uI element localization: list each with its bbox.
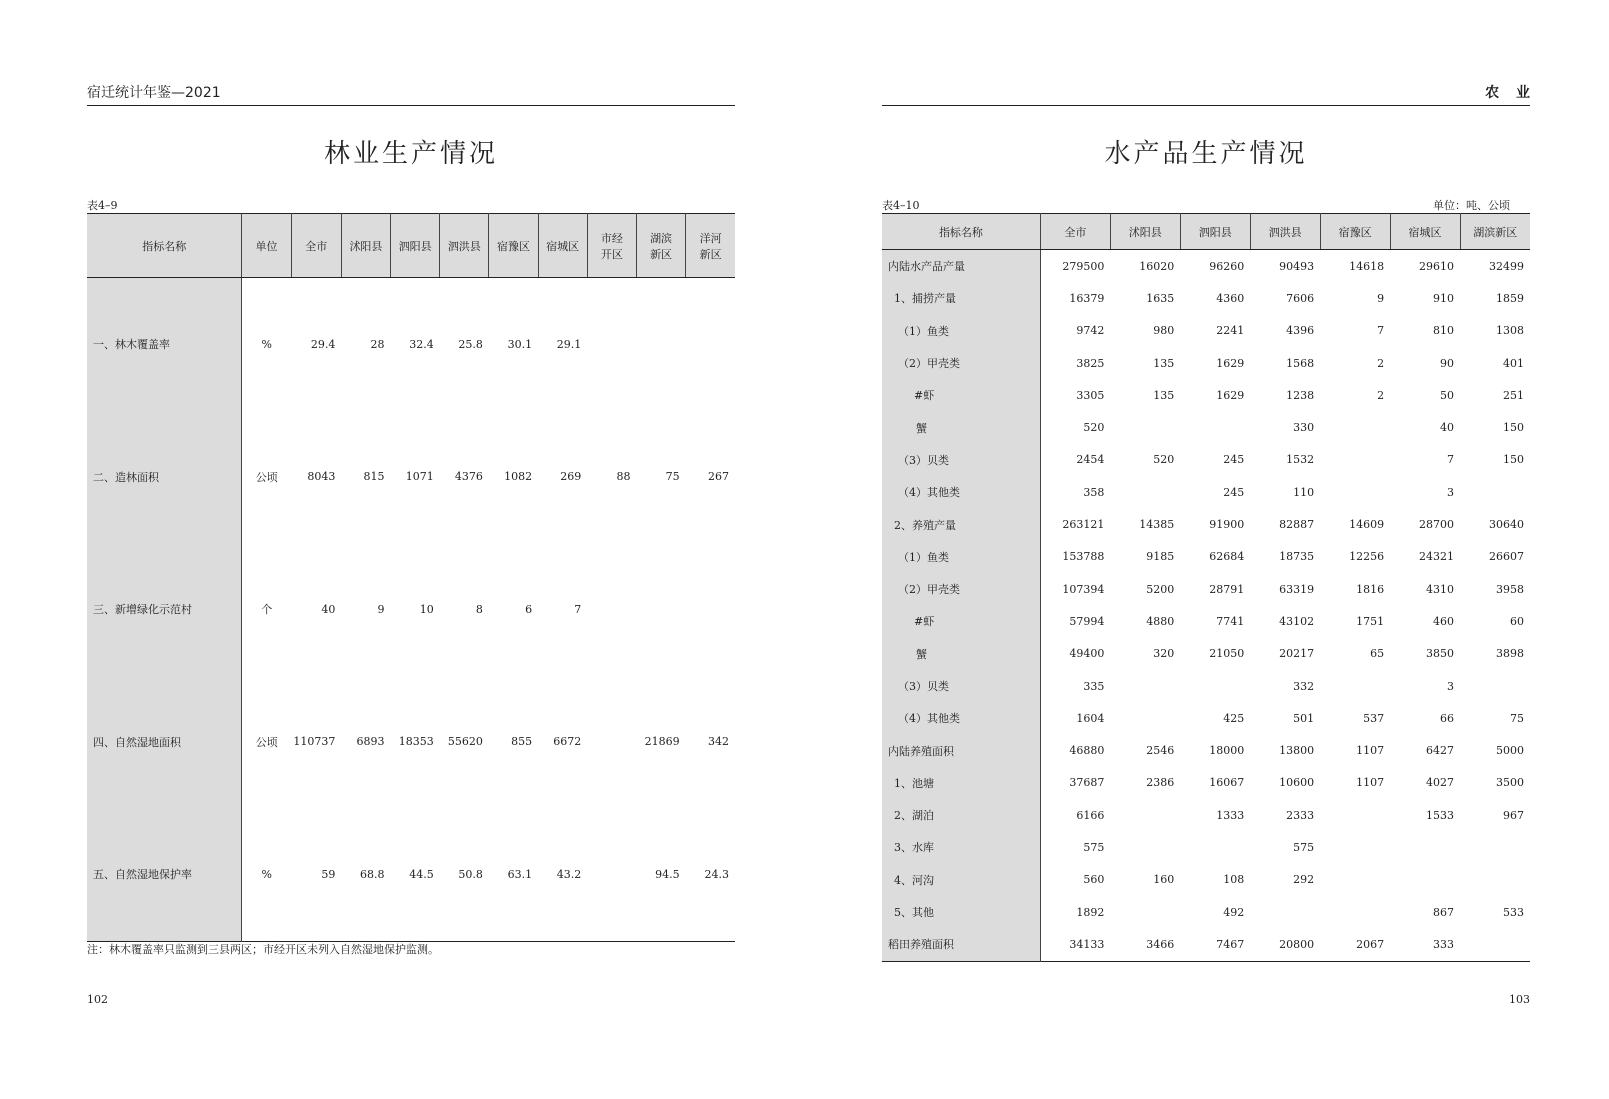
value-cell — [1460, 476, 1530, 508]
value-cell — [1460, 864, 1530, 896]
value-cell: 46880 — [1069, 744, 1105, 758]
table-row — [882, 250, 1530, 283]
value-cell: 7606 — [1286, 291, 1315, 305]
value-cell: 2 — [1377, 388, 1385, 402]
page-number: 102 — [87, 993, 108, 1006]
value-cell — [686, 278, 735, 411]
value-cell: 9742 — [1076, 324, 1105, 338]
value-cell: 537 — [1363, 711, 1385, 725]
value-cell: 855 — [511, 735, 533, 749]
table-label: 表4–10 — [882, 199, 920, 212]
value-cell — [1460, 928, 1530, 961]
value-cell: 90 — [1440, 356, 1455, 370]
value-cell: 251 — [1503, 388, 1524, 402]
value-cell: 245 — [1223, 485, 1245, 499]
value-cell: 43.2 — [556, 867, 582, 881]
unit-cell: 公顷 — [255, 470, 278, 484]
value-cell: 10 — [419, 602, 434, 616]
value-cell: 815 — [363, 470, 385, 484]
value-cell: 16020 — [1139, 259, 1175, 273]
value-cell — [1320, 444, 1390, 476]
value-cell: 2 — [1377, 356, 1385, 370]
value-cell: 14618 — [1349, 259, 1385, 273]
table-row — [882, 638, 1530, 670]
row-label: 蟹 — [882, 411, 1040, 443]
value-cell: 4880 — [1146, 614, 1175, 628]
column-header: 洋河 新区 — [686, 214, 735, 278]
value-cell: 110 — [1293, 485, 1315, 499]
table-header-row — [882, 214, 1530, 250]
value-cell: 1082 — [504, 470, 533, 484]
column-header: 指标名称 — [87, 214, 242, 278]
value-cell — [1250, 896, 1320, 928]
value-cell — [1320, 670, 1390, 702]
value-cell: 1816 — [1356, 582, 1385, 596]
value-cell: 263121 — [1062, 518, 1105, 532]
column-header: 全市 — [1040, 214, 1110, 250]
value-cell: 49400 — [1069, 647, 1105, 661]
value-cell: 358 — [1083, 485, 1105, 499]
value-cell: 50 — [1440, 388, 1455, 402]
value-cell: 867 — [1433, 905, 1455, 919]
column-header: 泗阳县 — [391, 214, 440, 278]
value-cell: 8 — [475, 602, 483, 616]
unit-cell: 公顷 — [255, 735, 278, 749]
value-cell — [587, 278, 636, 411]
running-head — [87, 83, 735, 106]
value-cell: 520 — [1083, 421, 1105, 435]
value-cell — [587, 543, 636, 676]
table-row — [882, 896, 1530, 928]
value-cell: 425 — [1223, 711, 1245, 725]
row-label: 1、池塘 — [882, 767, 1040, 799]
value-cell: 575 — [1083, 840, 1105, 854]
value-cell: 333 — [1433, 937, 1455, 951]
value-cell: 14609 — [1349, 518, 1385, 532]
value-cell — [1390, 831, 1460, 863]
value-cell: 96260 — [1209, 259, 1245, 273]
yearbook-title: 宿迁统计年鉴—2021 — [87, 85, 221, 101]
row-label: 2、湖泊 — [882, 799, 1040, 831]
value-cell: 3958 — [1496, 582, 1524, 596]
table-row — [882, 670, 1530, 702]
value-cell: 460 — [1433, 614, 1455, 628]
table-row — [87, 543, 735, 676]
value-cell: 3825 — [1076, 356, 1105, 370]
table-row — [87, 411, 735, 544]
table-row — [882, 282, 1530, 314]
row-label: 稻田养殖面积 — [882, 928, 1040, 961]
row-label: 2、养殖产量 — [882, 508, 1040, 540]
row-label: （3）贝类 — [882, 444, 1040, 476]
value-cell: 3466 — [1146, 937, 1175, 951]
value-cell: 1333 — [1216, 808, 1245, 822]
value-cell: 6 — [525, 602, 533, 616]
value-cell: 26607 — [1489, 550, 1524, 564]
value-cell: 1629 — [1216, 356, 1245, 370]
value-cell: 59 — [321, 867, 336, 881]
value-cell: 150 — [1503, 453, 1524, 467]
value-cell: 153788 — [1062, 550, 1105, 564]
value-cell: 533 — [1503, 905, 1524, 919]
table-row — [882, 411, 1530, 443]
page-title: 水产品生产情况 — [1104, 139, 1308, 169]
unit-cell: 个 — [261, 603, 273, 617]
value-cell: 7467 — [1216, 937, 1245, 951]
value-cell: 2333 — [1286, 808, 1315, 822]
value-cell: 5000 — [1496, 744, 1524, 758]
value-cell: 575 — [1293, 840, 1315, 854]
value-cell: 12256 — [1349, 550, 1385, 564]
aquatic-table — [882, 213, 1530, 962]
value-cell: 108 — [1223, 873, 1245, 887]
value-cell — [1110, 831, 1180, 863]
row-label: 3、水库 — [882, 831, 1040, 863]
row-label: 5、其他 — [882, 896, 1040, 928]
value-cell: 8043 — [307, 470, 336, 484]
value-cell — [636, 278, 685, 411]
value-cell: 3850 — [1426, 647, 1455, 661]
value-cell: 82887 — [1279, 518, 1315, 532]
value-cell — [1460, 670, 1530, 702]
table-row — [87, 808, 735, 941]
value-cell: 25.8 — [458, 337, 483, 351]
value-cell: 3 — [1447, 679, 1455, 693]
column-header: 宿豫区 — [1320, 214, 1390, 250]
value-cell: 1107 — [1356, 744, 1385, 758]
row-label: （2）甲壳类 — [882, 573, 1040, 605]
table-row — [882, 541, 1530, 573]
row-label: 蟹 — [882, 638, 1040, 670]
table-row — [882, 508, 1530, 540]
table-row — [882, 476, 1530, 508]
value-cell: 29.4 — [310, 337, 336, 351]
row-label: 五、自然湿地保护率 — [87, 808, 242, 941]
value-cell: 7741 — [1216, 614, 1245, 628]
table-row — [882, 864, 1530, 896]
value-cell: 1107 — [1356, 776, 1385, 790]
value-cell: 94.5 — [655, 867, 680, 881]
value-cell: 63.1 — [507, 867, 533, 881]
value-cell: 13800 — [1279, 744, 1315, 758]
value-cell: 560 — [1083, 873, 1105, 887]
value-cell: 10600 — [1279, 776, 1315, 790]
value-cell: 1604 — [1076, 711, 1105, 725]
value-cell: 9 — [1377, 291, 1385, 305]
row-label: （4）其他类 — [882, 476, 1040, 508]
value-cell: 267 — [708, 470, 729, 484]
row-label: 内陆水产品产量 — [882, 250, 1040, 283]
column-header: 指标名称 — [882, 214, 1040, 250]
value-cell: 980 — [1153, 324, 1175, 338]
table-row — [87, 676, 735, 809]
value-cell — [1390, 864, 1460, 896]
value-cell: 335 — [1083, 679, 1105, 693]
table-row — [882, 444, 1530, 476]
value-cell: 55620 — [447, 735, 483, 749]
value-cell — [587, 808, 636, 941]
row-label: 二、造林面积 — [87, 411, 242, 544]
table-row — [87, 278, 735, 411]
value-cell: 40 — [321, 602, 336, 616]
value-cell: 2067 — [1356, 937, 1385, 951]
value-cell: 107394 — [1062, 582, 1105, 596]
value-cell — [1180, 411, 1250, 443]
table-header-row — [87, 214, 735, 278]
value-cell: 1635 — [1146, 291, 1175, 305]
value-cell: 810 — [1433, 324, 1455, 338]
row-label: 四、自然湿地面积 — [87, 676, 242, 809]
value-cell: 21869 — [644, 735, 680, 749]
value-cell: 150 — [1503, 421, 1524, 435]
row-label: 三、新增绿化示范村 — [87, 543, 242, 676]
value-cell — [1110, 670, 1180, 702]
value-cell — [686, 543, 735, 676]
value-cell — [1320, 411, 1390, 443]
unit-cell: % — [261, 337, 272, 351]
value-cell: 88 — [616, 470, 631, 484]
value-cell: 135 — [1153, 388, 1175, 402]
page-number: 103 — [1509, 993, 1530, 1006]
value-cell: 1308 — [1496, 324, 1524, 338]
value-cell: 4027 — [1426, 776, 1455, 790]
value-cell: 60 — [1510, 614, 1524, 628]
value-cell: 24321 — [1419, 550, 1455, 564]
value-cell: 18353 — [398, 735, 434, 749]
table-row — [882, 347, 1530, 379]
value-cell: 65 — [1370, 647, 1385, 661]
value-cell: 269 — [560, 470, 582, 484]
value-cell: 501 — [1293, 711, 1315, 725]
value-cell: 342 — [708, 735, 729, 749]
value-cell: 21050 — [1209, 647, 1245, 661]
row-label: 1、捕捞产量 — [882, 282, 1040, 314]
value-cell: 20217 — [1279, 647, 1315, 661]
table-row — [882, 702, 1530, 734]
value-cell: 332 — [1293, 679, 1315, 693]
value-cell: 279500 — [1062, 259, 1105, 273]
forestry-table — [87, 213, 735, 942]
value-cell: 75 — [1510, 711, 1524, 725]
value-cell: 57994 — [1069, 614, 1105, 628]
chapter-title: 农 业 — [1485, 85, 1536, 101]
value-cell: 9185 — [1146, 550, 1175, 564]
row-label: （4）其他类 — [882, 702, 1040, 734]
value-cell: 1629 — [1216, 388, 1245, 402]
value-cell: 62684 — [1209, 550, 1245, 564]
value-cell — [1320, 831, 1390, 863]
unit-cell: % — [261, 867, 272, 881]
value-cell: 18000 — [1209, 744, 1245, 758]
table-label: 表4–9 — [87, 199, 118, 212]
value-cell: 3898 — [1496, 647, 1524, 661]
value-cell: 1892 — [1076, 905, 1105, 919]
value-cell: 6672 — [553, 735, 582, 749]
value-cell: 90493 — [1279, 259, 1315, 273]
value-cell — [1110, 799, 1180, 831]
value-cell: 2386 — [1146, 776, 1175, 790]
value-cell: 245 — [1223, 453, 1245, 467]
value-cell: 28791 — [1209, 582, 1245, 596]
row-label: 4、河沟 — [882, 864, 1040, 896]
value-cell: 7 — [1377, 324, 1385, 338]
value-cell — [636, 543, 685, 676]
value-cell — [1180, 831, 1250, 863]
value-cell — [1320, 896, 1390, 928]
value-cell: 2546 — [1146, 744, 1175, 758]
value-cell: 28700 — [1419, 518, 1455, 532]
table-row — [882, 379, 1530, 411]
value-cell: 5200 — [1146, 582, 1175, 596]
value-cell: 2241 — [1216, 324, 1245, 338]
value-cell: 6166 — [1076, 808, 1105, 822]
row-label: （1）鱼类 — [882, 541, 1040, 573]
value-cell: 28 — [370, 337, 385, 351]
table-row — [882, 767, 1530, 799]
value-cell: 14385 — [1139, 518, 1175, 532]
column-header: 湖滨 新区 — [636, 214, 685, 278]
value-cell: 7 — [1447, 453, 1455, 467]
value-cell: 1533 — [1426, 808, 1455, 822]
row-label: 内陆养殖面积 — [882, 734, 1040, 766]
value-cell: 20800 — [1279, 937, 1315, 951]
value-cell: 320 — [1153, 647, 1175, 661]
value-cell: 3 — [1447, 485, 1455, 499]
value-cell — [1110, 411, 1180, 443]
row-label: #虾 — [882, 605, 1040, 637]
value-cell: 110737 — [293, 735, 336, 749]
value-cell: 75 — [665, 470, 680, 484]
column-header: 单位 — [242, 214, 291, 278]
row-label: #虾 — [882, 379, 1040, 411]
value-cell: 160 — [1153, 873, 1175, 887]
value-cell: 292 — [1293, 873, 1315, 887]
value-cell: 34133 — [1069, 937, 1105, 951]
value-cell — [1110, 896, 1180, 928]
value-cell: 9 — [377, 602, 385, 616]
row-label: （3）贝类 — [882, 670, 1040, 702]
value-cell: 3305 — [1076, 388, 1105, 402]
value-cell: 44.5 — [409, 867, 434, 881]
value-cell: 401 — [1503, 356, 1524, 370]
column-header: 市经 开区 — [587, 214, 636, 278]
table-row — [882, 928, 1530, 961]
value-cell: 520 — [1153, 453, 1175, 467]
column-header: 泗阳县 — [1180, 214, 1250, 250]
value-cell: 2454 — [1076, 453, 1105, 467]
table-row — [882, 831, 1530, 863]
value-cell: 43102 — [1279, 614, 1315, 628]
table-row — [882, 315, 1530, 347]
value-cell: 16379 — [1069, 291, 1105, 305]
row-label: （2）甲壳类 — [882, 347, 1040, 379]
value-cell — [1110, 476, 1180, 508]
value-cell: 24.3 — [704, 867, 729, 881]
value-cell: 967 — [1503, 808, 1524, 822]
value-cell: 32499 — [1489, 259, 1524, 273]
value-cell: 4310 — [1426, 582, 1455, 596]
value-cell: 1071 — [405, 470, 434, 484]
value-cell: 18735 — [1279, 550, 1315, 564]
value-cell: 29.1 — [556, 337, 582, 351]
value-cell: 1859 — [1496, 291, 1524, 305]
table-row — [882, 605, 1530, 637]
value-cell: 910 — [1433, 291, 1455, 305]
column-header: 全市 — [291, 214, 341, 278]
value-cell — [1460, 831, 1530, 863]
value-cell — [1110, 702, 1180, 734]
value-cell — [1320, 864, 1390, 896]
value-cell: 63319 — [1279, 582, 1315, 596]
value-cell — [587, 676, 636, 809]
value-cell: 492 — [1223, 905, 1245, 919]
value-cell: 6893 — [356, 735, 385, 749]
value-cell — [1180, 670, 1250, 702]
value-cell: 330 — [1293, 421, 1315, 435]
column-header: 宿豫区 — [489, 214, 538, 278]
table-row — [882, 734, 1530, 766]
value-cell — [1320, 476, 1390, 508]
value-cell: 4396 — [1286, 324, 1315, 338]
value-cell: 1238 — [1286, 388, 1315, 402]
column-header: 泗洪县 — [440, 214, 489, 278]
column-header: 湖滨新区 — [1460, 214, 1530, 250]
column-header: 泗洪县 — [1250, 214, 1320, 250]
value-cell: 3500 — [1496, 776, 1524, 790]
page-title: 林业生产情况 — [323, 139, 498, 169]
value-cell: 30.1 — [507, 337, 533, 351]
value-cell: 135 — [1153, 356, 1175, 370]
unit-label: 单位：吨、公顷 — [1433, 199, 1510, 212]
row-label: （1）鱼类 — [882, 315, 1040, 347]
value-cell: 4376 — [454, 470, 483, 484]
value-cell: 40 — [1440, 421, 1455, 435]
value-cell: 16067 — [1209, 776, 1245, 790]
column-header: 宿城区 — [1390, 214, 1460, 250]
value-cell: 1568 — [1286, 356, 1315, 370]
table-row — [882, 799, 1530, 831]
value-cell: 1751 — [1356, 614, 1385, 628]
value-cell: 4360 — [1216, 291, 1245, 305]
value-cell: 50.8 — [458, 867, 483, 881]
value-cell: 91900 — [1209, 518, 1245, 532]
value-cell: 37687 — [1069, 776, 1105, 790]
value-cell — [1320, 799, 1390, 831]
column-header: 沭阳县 — [1110, 214, 1180, 250]
running-head — [882, 83, 1536, 106]
row-label: 一、林木覆盖率 — [87, 278, 242, 411]
column-header: 宿城区 — [538, 214, 587, 278]
value-cell: 32.4 — [409, 337, 434, 351]
value-cell: 7 — [574, 602, 582, 616]
table-note: 注：林木覆盖率只监测到三县两区；市经开区未列入自然湿地保护监测。 — [87, 943, 439, 956]
value-cell: 1532 — [1286, 453, 1315, 467]
column-header: 沭阳县 — [341, 214, 390, 278]
value-cell: 6427 — [1426, 744, 1455, 758]
table-row — [882, 573, 1530, 605]
value-cell: 30640 — [1489, 518, 1524, 532]
value-cell: 29610 — [1419, 259, 1455, 273]
value-cell: 68.8 — [360, 867, 385, 881]
value-cell: 66 — [1440, 711, 1455, 725]
